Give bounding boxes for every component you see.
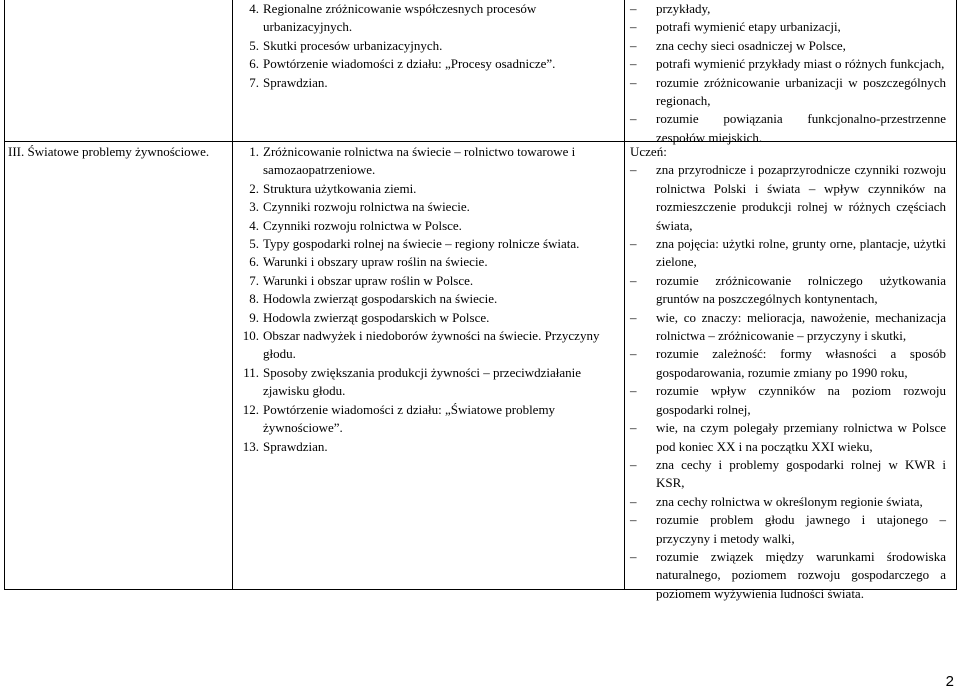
- requirement-text: zna pojęcia: użytki rolne, grunty orne, plantacje, użytki zielone,: [656, 236, 946, 270]
- topic-item: [237, 327, 612, 364]
- topic-text: Czynniki rozwoju rolnictwa w Polsce.: [263, 217, 462, 233]
- topic-number: 7.: [249, 272, 259, 288]
- requirement-item: [630, 74, 946, 111]
- requirement-item: [630, 55, 946, 73]
- topic-item: [237, 290, 612, 308]
- requirement-text: rozumie powiązania funkcjonalno-przestrzenne zespołów miejskich.: [656, 111, 946, 145]
- top-topics-cell: [237, 0, 612, 92]
- requirement-text: wie, co znaczy: melioracja, nawożenie, mechanizacja rolnictwa – zróżnicowanie – przyczyny i skutki,: [656, 309, 946, 344]
- topic-number: 11.: [243, 364, 259, 380]
- dash-bullet-icon: –: [630, 420, 637, 436]
- requirement-item: [630, 18, 946, 36]
- topic-item: [237, 217, 612, 235]
- topic-item: [237, 253, 612, 271]
- topic-text: Sprawdzian.: [263, 74, 328, 90]
- requirement-text: rozumie zróżnicowanie urbanizacji w poszczególnych regionach,: [656, 74, 946, 109]
- topic-item: [237, 143, 612, 180]
- requirement-text: zna cechy i problemy gospodarki rolnej w KWR i KSR,: [656, 456, 946, 491]
- topic-number: 13.: [242, 438, 259, 454]
- dash-bullet-icon: –: [630, 56, 637, 72]
- requirement-text: zna cechy rolnictwa w określonym regionie świata,: [656, 493, 923, 509]
- topic-text: Regionalne zróżnicowanie współczesnych procesów urbanizacyjnych.: [263, 1, 537, 35]
- requirement-item: [630, 345, 946, 382]
- topic-item: [237, 74, 612, 92]
- topic-number: 6.: [249, 254, 259, 270]
- curriculum-table: [4, 0, 957, 601]
- requirement-text: wie, na czym polegały przemiany rolnictwa w Polsce pod koniec XX i na początku XXI wieku,: [656, 420, 946, 454]
- requirement-text: zna przyrodnicze i pozaprzyrodnicze czynniki rozwoju rolnictwa Polski i świata – wpływ czynników na rozmieszczenie produkcji rolnej w różnych częściach świata,: [656, 162, 946, 233]
- topic-item: [237, 37, 612, 55]
- topic-item: [237, 198, 612, 216]
- topic-text: Sprawdzian.: [263, 438, 328, 454]
- requirement-item: [630, 37, 946, 55]
- topics-cell: [237, 143, 612, 456]
- requirements-header: Uczeń:: [630, 144, 667, 159]
- topic-number: 6.: [249, 56, 259, 72]
- requirement-item: [630, 110, 946, 147]
- requirement-item: [630, 309, 946, 346]
- requirements-list: [630, 161, 946, 603]
- dash-bullet-icon: –: [630, 236, 637, 252]
- requirement-text: rozumie zależność: formy własności a sposób gospodarowania, rozumie zmiany po 1990 roku,: [656, 346, 946, 380]
- requirement-item: [630, 548, 946, 603]
- topic-text: Sposoby zwiększania produkcji żywności – przeciwdziałanie zjawisku głodu.: [263, 364, 582, 399]
- requirement-text: rozumie związek między warunkami środowiska naturalnego, poziomem rozwoju gospodarczego a poziomem wyżywienia ludności świata.: [656, 548, 946, 601]
- requirement-item: [630, 511, 946, 548]
- top-topics-list: [237, 0, 612, 92]
- requirement-text: rozumie wpływ czynników na poziom rozwoju gospodarki rolnej,: [656, 383, 946, 417]
- topic-text: Hodowla zwierząt gospodarskich w Polsce.: [263, 309, 490, 325]
- topic-item: [237, 180, 612, 198]
- topic-item: [237, 438, 612, 456]
- requirement-text: potrafi wymienić etapy urbanizacji,: [656, 19, 841, 35]
- requirement-item: [630, 456, 946, 493]
- requirement-text: zna cechy sieci osadniczej w Polsce,: [656, 37, 846, 53]
- topic-text: Struktura użytkowania ziemi.: [263, 180, 417, 196]
- dash-bullet-icon: –: [630, 111, 637, 127]
- topic-number: 9.: [249, 309, 259, 325]
- top-requirements-list: [630, 0, 946, 147]
- requirement-item: [630, 382, 946, 419]
- topic-text: Czynniki rozwoju rolnictwa na świecie.: [263, 199, 470, 215]
- topic-text: Powtórzenie wiadomości z działu: „Procesy osadnicze”.: [263, 56, 556, 72]
- column-divider: [624, 0, 625, 589]
- requirement-item: [630, 161, 946, 235]
- topic-number: 10.: [242, 328, 259, 344]
- requirement-item: [630, 235, 946, 272]
- topic-item: [237, 55, 612, 73]
- topic-item: [237, 0, 612, 37]
- requirement-item: [630, 0, 946, 18]
- requirement-text: rozumie problem głodu jawnego i utajonego – przyczyny i metody walki,: [656, 512, 946, 546]
- topic-text: Hodowla zwierząt gospodarskich na świecie.: [263, 291, 498, 307]
- topic-text: Obszar nadwyżek i niedoborów żywności na świecie. Przyczyny głodu.: [263, 328, 600, 362]
- dash-bullet-icon: –: [630, 346, 637, 362]
- top-requirements-cell: [630, 0, 946, 147]
- dash-bullet-icon: –: [630, 162, 637, 178]
- topic-item: [237, 272, 612, 290]
- section-name: III. Światowe problemy żywnościowe.: [8, 144, 210, 159]
- topic-text: Powtórzenie wiadomości z działu: „Światowe problemy żywnościowe”.: [263, 401, 556, 436]
- topic-number: 4.: [249, 1, 259, 16]
- dash-bullet-icon: –: [630, 272, 637, 288]
- dash-bullet-icon: –: [630, 456, 637, 472]
- topic-text: Zróżnicowanie rolnictwa na świecie – rolnictwo towarowe i samozaopatrzeniowe.: [263, 144, 576, 178]
- topic-item: [237, 364, 612, 401]
- requirement-text: potrafi wymienić przykłady miast o różnych funkcjach,: [656, 56, 945, 72]
- topic-text: Warunki i obszar upraw roślin w Polsce.: [263, 272, 474, 288]
- topic-number: 8.: [249, 291, 259, 307]
- topic-item: [237, 401, 612, 438]
- column-divider: [232, 0, 233, 589]
- requirement-text: rozumie zróżnicowanie rolniczego użytkowania gruntów na poszczególnych kontynentach,: [656, 272, 946, 307]
- topics-list: [237, 143, 612, 456]
- topic-number: 5.: [249, 236, 259, 252]
- topic-text: Warunki i obszary upraw roślin na świecie.: [263, 254, 488, 270]
- topic-number: 2.: [249, 180, 259, 196]
- requirement-item: [630, 272, 946, 309]
- dash-bullet-icon: –: [630, 37, 637, 53]
- requirements-cell: [630, 143, 946, 603]
- dash-bullet-icon: –: [630, 493, 637, 509]
- dash-bullet-icon: –: [630, 512, 637, 528]
- topic-item: [237, 309, 612, 327]
- topic-item: [237, 235, 612, 253]
- page-number: 2: [945, 673, 954, 690]
- section-name-cell: [8, 143, 230, 161]
- dash-bullet-icon: –: [630, 383, 637, 399]
- topic-text: Typy gospodarki rolnej na świecie – regiony rolnicze świata.: [263, 236, 580, 252]
- topic-number: 4.: [249, 217, 259, 233]
- dash-bullet-icon: –: [630, 19, 637, 35]
- topic-number: 5.: [249, 37, 259, 53]
- topic-number: 12.: [242, 401, 259, 417]
- dash-bullet-icon: –: [630, 548, 637, 564]
- requirement-text: przykłady,: [656, 1, 711, 16]
- topic-number: 3.: [249, 199, 259, 215]
- dash-bullet-icon: –: [630, 309, 637, 325]
- topic-text: Skutki procesów urbanizacyjnych.: [263, 37, 443, 53]
- requirement-item: [630, 419, 946, 456]
- dash-bullet-icon: –: [630, 74, 637, 90]
- requirement-item: [630, 493, 946, 511]
- topic-number: 7.: [249, 74, 259, 90]
- dash-bullet-icon: –: [630, 1, 637, 16]
- topic-number: 1.: [249, 144, 259, 159]
